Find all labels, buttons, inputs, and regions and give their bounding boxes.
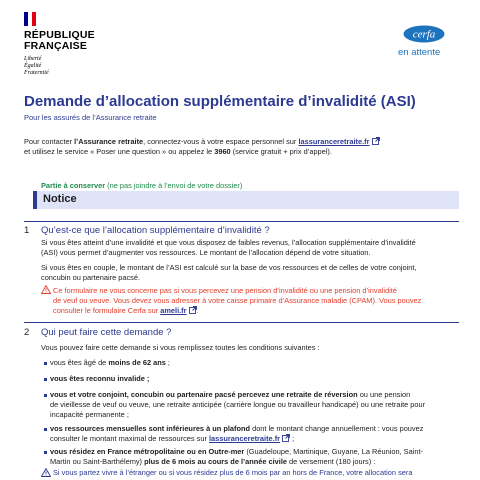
section-2-intro: Vous pouvez faire cette demande si vous remplissez toutes les conditions suivantes : xyxy=(41,343,320,352)
condition-resources-line-2-end: ; xyxy=(290,434,295,443)
contact-line-1 xyxy=(24,137,380,147)
contact-text-c: , connectez-vous à votre espace personnel sur xyxy=(143,137,299,146)
condition-pension-line-2: de vieillesse de veuf ou veuve, une retraite anticipée (carrière longue ou travailleur handicapé) ou une retraite pour xyxy=(50,400,426,409)
residence-abroad-note: Si vous partez vivre à l’étranger ou si vous résidez plus de 6 mois par an hors de France, votre allocation sera xyxy=(53,468,413,477)
condition-residence-line-2-end: de versement (180 jours) : xyxy=(287,457,376,466)
section-1-para-1 xyxy=(41,238,416,258)
warning-line-3 xyxy=(53,306,421,316)
ameli-link[interactable]: ameli.fr xyxy=(160,306,187,315)
contact-text-a: Pour contacter xyxy=(24,137,75,146)
condition-invalid: vous êtes reconnu invalide ; xyxy=(50,374,150,383)
bullet-marker xyxy=(44,362,47,365)
condition-residence xyxy=(50,447,423,467)
section-1-number: 1 xyxy=(24,225,30,236)
warning-line-1: Ce formulaire ne vous concerne pas si vous percevez une pension d’invalidité ou une pension d’invalidité xyxy=(53,286,397,295)
condition-pension-line-3: incapacité permanente ; xyxy=(50,410,129,419)
condition-resources-rest: dont le montant change annuellement : vous pouvez xyxy=(250,424,424,433)
motto-fraternite: Fraternité xyxy=(24,70,49,76)
page-subtitle: Pour les assurés de l’Assurance retraite xyxy=(24,113,157,122)
rf-line1: RÉPUBLIQUE xyxy=(24,29,95,41)
marianne-flag-icon xyxy=(24,12,36,26)
condition-resources-line-2 xyxy=(50,434,423,444)
contact-phone: 3960 xyxy=(214,147,231,156)
section-1-divider xyxy=(24,221,459,222)
external-link-icon xyxy=(189,306,197,314)
section-1-para-2 xyxy=(41,263,417,283)
condition-resources-line-2-text: consulter le montant maximal de ressources sur xyxy=(50,434,209,443)
condition-age-end: ; xyxy=(165,358,170,367)
bullet-marker xyxy=(44,428,47,431)
bullet-marker xyxy=(44,394,47,397)
section-1-para-2-line-2: concubin ou partenaire pacsé. xyxy=(41,273,141,282)
keep-part-note xyxy=(41,181,242,190)
external-link-icon xyxy=(282,434,290,442)
warning-line-3-text: consulter le formulaire Cerfa sur xyxy=(53,306,161,315)
condition-residence-line-1 xyxy=(50,447,423,457)
notice-accent xyxy=(33,191,37,209)
page-title: Demande d’allocation supplémentaire d’invalidité (ASI) xyxy=(24,93,416,110)
republic-motto xyxy=(24,56,49,77)
condition-residence-line-2-bold: plus de 6 mois au cours de l’année civile xyxy=(144,457,287,466)
warning-line-3-end: . xyxy=(196,306,199,315)
cerfa-logo-text: cerfa xyxy=(412,28,436,41)
warning-icon xyxy=(41,285,51,294)
condition-pension-rest: ou une pension xyxy=(357,390,411,399)
condition-age xyxy=(50,358,170,368)
section-1-para-2-line-1: Si vous êtes en couple, le montant de l’ASI est calculé sur la base de vos ressources et de celles de votre conjoint, xyxy=(41,263,417,272)
condition-pension-line-1 xyxy=(50,390,425,400)
condition-age-text: vous êtes âgé de xyxy=(50,358,109,367)
cerfa-status: en attente xyxy=(398,47,441,58)
motto-liberte: Liberté xyxy=(24,56,42,62)
condition-age-bold: moins de 62 ans xyxy=(108,358,166,367)
keep-part-rest: (ne pas joindre à l’envoi de votre dossier) xyxy=(105,181,243,190)
contact-text-e: (service gratuit + prix d’appel). xyxy=(230,147,332,156)
lassuranceretraite-link[interactable]: lassuranceretraite.fr xyxy=(208,434,281,443)
contact-text-d: et utilisez le service « Poser une question » ou appelez le xyxy=(24,147,215,156)
notice-heading: Notice xyxy=(43,193,77,205)
cerfa-logo xyxy=(403,25,445,43)
republique-francaise-logo xyxy=(24,30,95,52)
condition-residence-line-2 xyxy=(50,457,423,467)
condition-pension xyxy=(50,390,425,420)
external-link-icon xyxy=(372,137,380,145)
condition-resources-line-1 xyxy=(50,424,423,434)
section-2-divider xyxy=(24,322,459,323)
section-2-title: Qui peut faire cette demande ? xyxy=(41,327,172,338)
condition-pension-bold: vous et votre conjoint, concubin ou partenaire pacsé percevez une retraite de réversion xyxy=(50,390,358,399)
rf-line2: FRANÇAISE xyxy=(24,40,88,52)
bullet-marker xyxy=(44,451,47,454)
condition-residence-line-2-text: Martin ou Saint-Barthélemy) xyxy=(50,457,145,466)
motto-egalite: Égalité xyxy=(24,63,42,69)
notice-banner xyxy=(33,191,459,209)
condition-resources xyxy=(50,424,423,444)
warning-line-2: de veuf ou veuve. Vous devez vous adresser à votre caisse primaire d’Assurance maladie (CPAM). Vous pouvez xyxy=(53,296,422,305)
lassuranceretraite-link[interactable]: lassuranceretraite.fr xyxy=(298,137,370,146)
section-1-para-1-line-2: (ASI) vous permet d’augmenter vos ressources. Le montant de l’allocation dépend de votre situation. xyxy=(41,248,371,257)
bullet-marker xyxy=(44,378,47,381)
condition-residence-rest: (Guadeloupe, Martinique, Guyane, La Réunion, Saint- xyxy=(244,447,423,456)
condition-resources-bold: vos ressources mensuelles sont inférieures à un plafond xyxy=(50,424,251,433)
section-1-para-1-line-1: Si vous êtes atteint d’une invalidité et que vous disposez de faibles revenus, l’allocation supplémentaire d’invalidité xyxy=(41,238,416,247)
section-1-title: Qu’est-ce que l’allocation supplémentaire d’invalidité ? xyxy=(41,225,270,236)
contact-line-2 xyxy=(24,147,332,157)
contact-org: l’Assurance retraite xyxy=(74,137,144,146)
warning-icon xyxy=(41,468,51,477)
section-2-number: 2 xyxy=(24,327,30,338)
section-1-warning xyxy=(53,286,421,316)
keep-part-bold: Partie à conserver xyxy=(41,181,106,190)
condition-residence-bold: vous résidez en France métropolitaine ou en Outre-mer xyxy=(50,447,245,456)
